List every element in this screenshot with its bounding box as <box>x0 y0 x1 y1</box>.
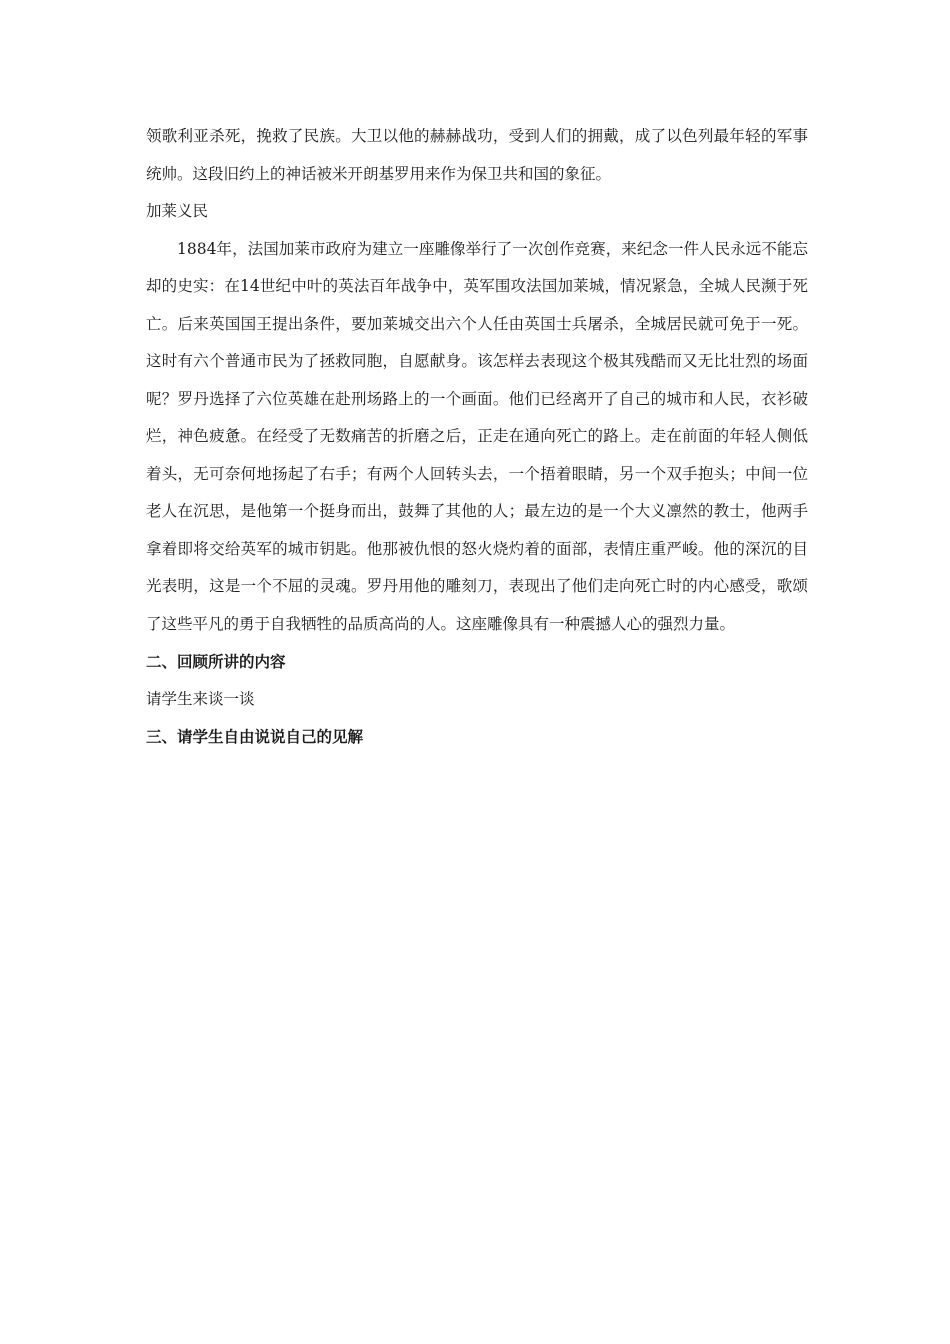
heading-free-discussion: 三、请学生自由说说自己的见解 <box>146 727 364 746</box>
paragraph-david-continuation: 领歌利亚杀死，挽救了民族。大卫以他的赫赫战功，受到人们的拥戴，成了以色列最年轻的军事统帅。这段旧约上的神话被米开朗基罗用来作为保卫共和国的象征。 <box>146 127 808 183</box>
review-instruction: 请学生来谈一谈 <box>146 689 255 708</box>
document-body <box>146 118 808 756</box>
heading-review: 二、回顾所讲的内容 <box>146 652 286 671</box>
paragraph-burghers-of-calais: 1884年，法国加莱市政府为建立一座雕像举行了一次创作竞赛，来纪念一件人民永远不能忘却的史实：在14世纪中叶的英法百年战争中，英军围攻法国加莱城，情况紧急，全城人民濒于死亡。后来英国国王提出条件，要加莱城交出六个人任由英国士兵屠杀，全城居民就可免于一死。这时有六个普通市民为了拯救同胞，自愿献身。该怎样去表现这个极其残酷而又无比壮烈的场面呢？罗丹选择了六位英雄在赴刑场路上的一个画面。他们已经离开了自己的城市和人民，衣衫破烂，神色疲惫。在经受了无数痛苦的折磨之后，正走在通向死亡的路上。走在前面的年轻人侧低着头，无可奈何地扬起了右手；有两个人回转头去，一个捂着眼睛，另一个双手抱头；中间一位老人在沉思，是他第一个挺身而出，鼓舞了其他的人；最左边的是一个大义凛然的教士，他两手拿着即将交给英军的城市钥匙。他那被仇恨的怒火烧灼着的面部，表情庄重严峻。他的深沉的目光表明，这是一个不屈的灵魂。罗丹用他的雕刻刀，表现出了他们走向死亡时的内心感受，歌颂了这些平凡的勇于自我牺牲的品质高尚的人。这座雕像具有一种震撼人心的强烈力量。 <box>146 239 808 633</box>
section-title-calais: 加莱义民 <box>146 202 209 220</box>
